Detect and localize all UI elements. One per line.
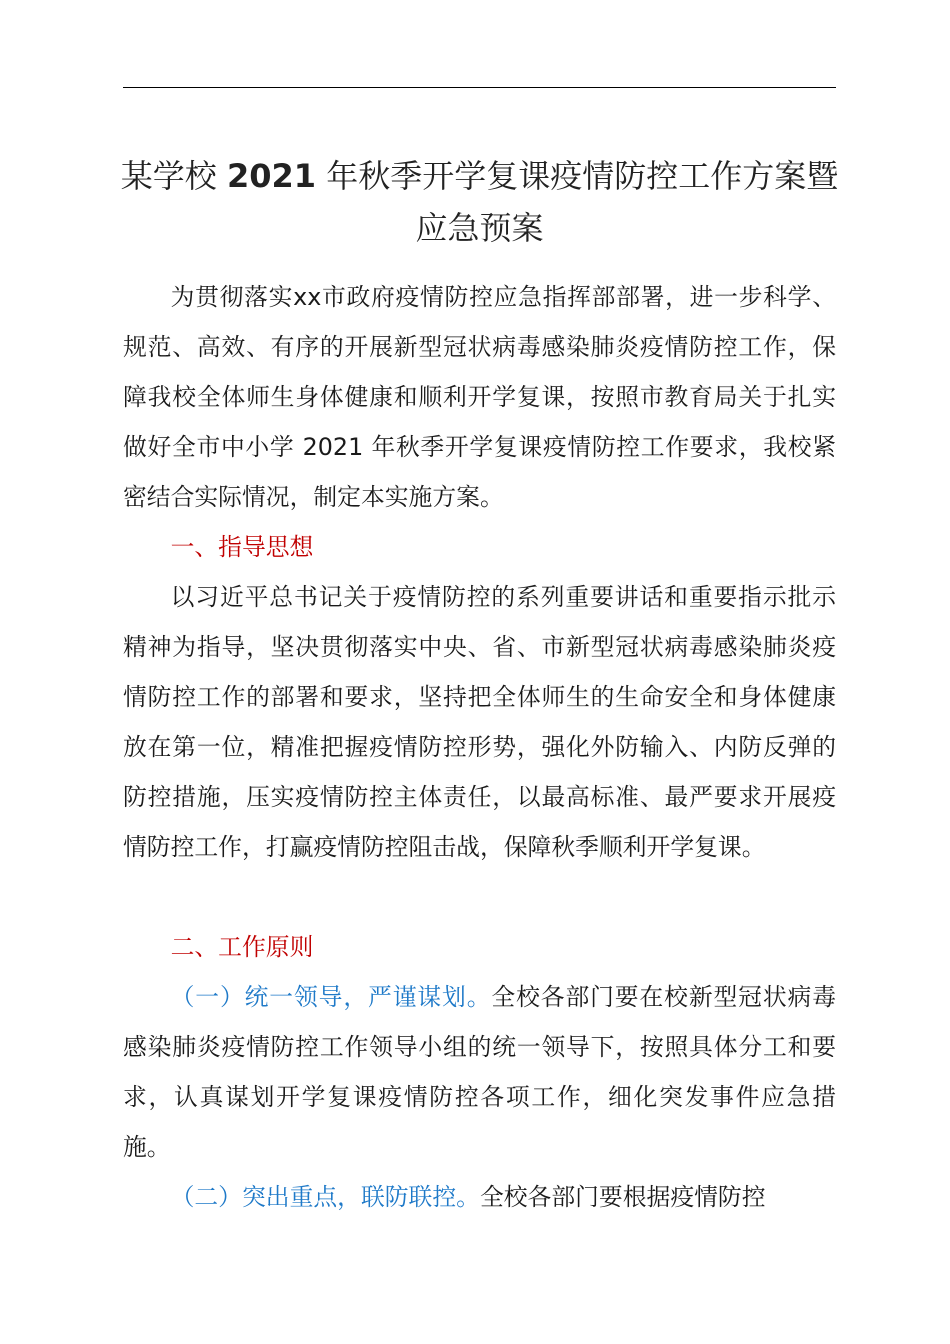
principle-item-2	[123, 1172, 836, 1222]
principle-item-2-text: 全校各部门要根据疫情防控	[479, 1183, 766, 1211]
guiding-ideology-paragraph: 以习近平总书记关于疫情防控的系列重要讲话和重要指示批示精神为指导，坚决贯彻落实中央、省、市新型冠状病毒感染肺炎疫情防控工作的部署和要求，坚持把全体师生的生命安全和身体健康放在第一位，精准把握疫情防控形势，强化外防输入、内防反弹的防控措施，压实疫情防控主体责任，以最高标准、最严要求开展疫情防控工作，打赢疫情防控阻击战，保障秋季顺利开学复课。	[123, 583, 836, 861]
section-heading-work-principles: 二、工作原则	[170, 933, 314, 961]
principle-item-1-label: （一）统一领导，严谨谋划。	[170, 983, 492, 1011]
title-prefix: 某学校	[120, 157, 217, 195]
section-heading-guiding-ideology: 一、指导思想	[170, 533, 314, 561]
principle-item-1-text: 全校各部门要在校新型冠状病毒感染肺炎疫情防控工作领导小组的统一领导下，按照具体分工和要求，认真谋划开学复课疫情防控各项工作，细化突发事件应急措施。	[123, 983, 837, 1161]
principle-item-2-label: （二）突出重点，联防联控。	[170, 1183, 480, 1211]
intro-paragraph: 为贯彻落实xx市政府疫情防控应急指挥部部署，进一步科学、规范、高效、有序的开展新型冠状病毒感染肺炎疫情防控工作，保障我校全体师生身体健康和顺利开学复课，按照市教育局关于扎实做好全市中小学 2021 年秋季开学复课疫情防控工作要求，我校紧密结合实际情况，制定本实施方案。	[123, 283, 836, 511]
title-year: 2021	[226, 157, 317, 195]
document-title	[115, 150, 844, 254]
header-rule	[123, 87, 836, 88]
title-suffix: 年秋季开学复课疫情防控工作方案暨应急预案	[326, 157, 839, 247]
principle-item-1	[123, 972, 836, 1172]
